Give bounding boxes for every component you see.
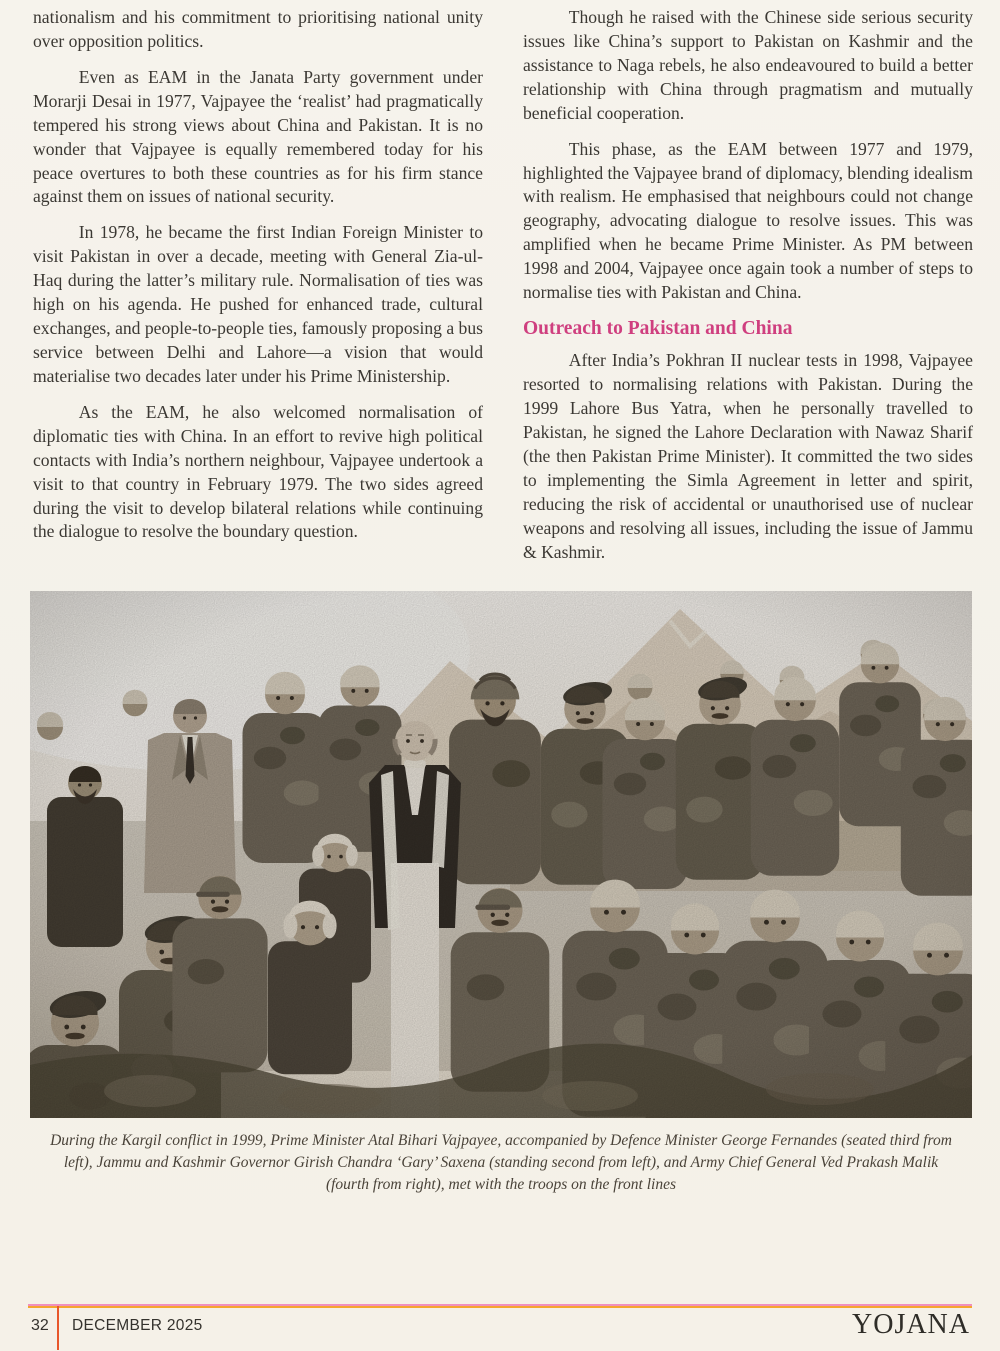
page-footer — [0, 1304, 1000, 1351]
kargil-photo-figure — [30, 591, 972, 1196]
body-paragraph: nationalism and his commitment to prioritising national unity over opposition politics. — [33, 7, 483, 51]
left-column — [33, 6, 483, 577]
photo-caption: During the Kargil conflict in 1999, Prime Minister Atal Bihari Vajpayee, accompanied by Defence Minister George Fernandes (seated third from left), Jammu and Kashmir Governor Girish Chandra ‘Gary’ Saxena (standing second from left), and Army Chief General Ved Prakash Malik (fourth from right), met with the troops on the front lines — [50, 1131, 952, 1193]
issue-date: DECEMBER 2025 — [72, 1317, 203, 1334]
right-column — [523, 6, 973, 577]
page-number: 32 — [31, 1317, 49, 1334]
article-body — [0, 0, 1000, 577]
body-paragraph: Though he raised with the Chinese side serious security issues like China’s support to Pakistan on Kashmir and the assistance to Naga rebels, he also endeavoured to build a better relationship with China through pragmatism and mutually beneficial cooperation. — [523, 7, 973, 123]
footer-divider — [57, 1306, 59, 1350]
body-paragraph: As the EAM, he also welcomed normalisation of diplomatic ties with China. In an effort to revive high political contacts with India’s northern neighbour, Vajpayee undertook a visit to that country in February 1979. The two sides agreed during the visit to develop bilateral relations while continuing the dialogue to resolve the boundary question. — [33, 401, 483, 542]
kargil-photo — [30, 591, 972, 1118]
body-paragraph: Even as EAM in the Janata Party government under Morarji Desai in 1977, Vajpayee the ‘realist’ had pragmatically tempered his strong views about China and Pakistan. It is no wonder that Vajpayee is equally remembered today for his peace overtures to both these countries as for his firm stance against them on issues of national security. — [33, 66, 483, 207]
body-paragraph: This phase, as the EAM between 1977 and 1979, highlighted the Vajpayee brand of diplomacy, blending idealism with realism. He emphasised that neighbours could not change geography, advocating dialogue to resolve issues. This was amplified when he became Prime Minister. As PM between 1998 and 2004, Vajpayee once again took a number of steps to normalise ties with Pakistan and China. — [523, 138, 973, 303]
body-paragraph: After India’s Pokhran II nuclear tests in 1998, Vajpayee resorted to normalising relations with Pakistan. During the 1999 Lahore Bus Yatra, when he personally travelled to Pakistan, he signed the Lahore Declaration with Nawaz Sharif (the then Pakistan Prime Minister). It committed the two sides to implementing the Simla Agreement in letter and spirit, reducing the risk of accidental or unauthorised use of nuclear weapons and resolving all issues, including the issue of Jammu & Kashmir. — [523, 350, 973, 562]
kargil-photo-illustration — [30, 591, 972, 1118]
section-heading: Outreach to Pakistan and China — [523, 318, 793, 340]
footer-rule — [28, 1304, 972, 1308]
body-paragraph: In 1978, he became the first Indian Foreign Minister to visit Pakistan in over a decade, meeting with General Zia-ul-Haq during the latter’s military rule. Normalisation of ties was high on his agenda. He pushed for enhanced trade, cultural exchanges, and people-to-people ties, famously proposing a bus service between Delhi and Lahore—a vision that would materialise two decades later under his Prime Ministership. — [33, 222, 483, 386]
magazine-title: YOJANA — [852, 1309, 970, 1340]
